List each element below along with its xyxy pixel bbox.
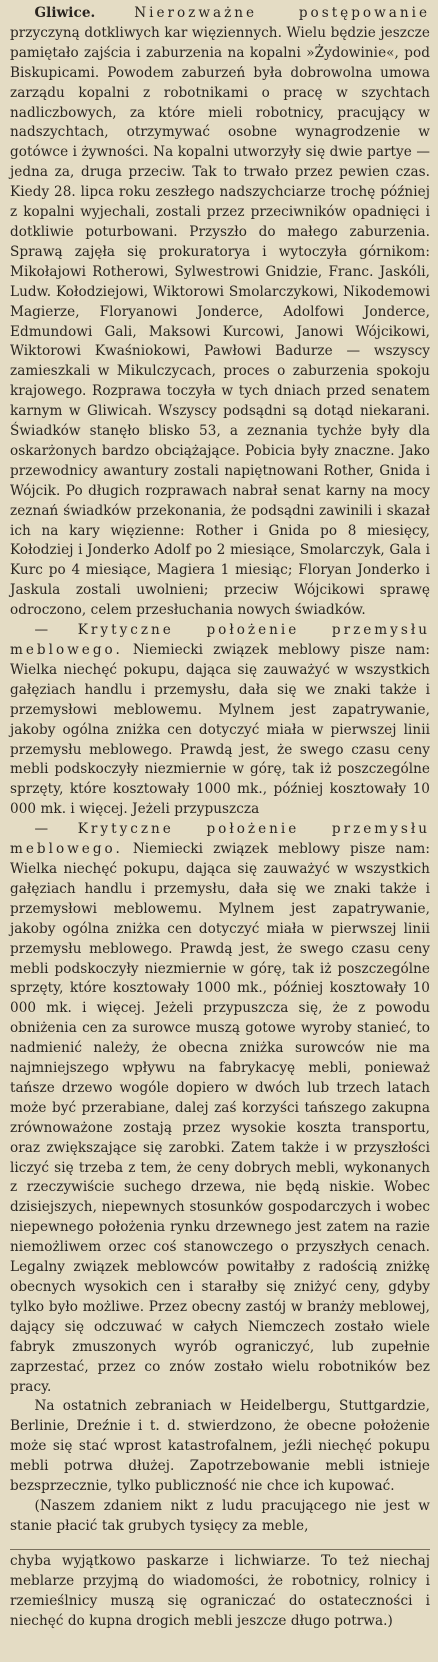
article-gliwice-body: przyczyną dotkliwych kar więziennych. Wielu będzie jeszcze pamiętało zajścia i zaburzenia na kopalni »Żydowinie«, pod Biskupicami. Powodem zaburzeń była dobrowolna umowa zarządu kopalni z robotnikami o pracę w szychtach nadliczbowych, za które mieli robotnicy, pracujący w nadszychtach, otrzymywać osobne wynagrodzenie w gotówce i żywności. Na kopalni utworzyły się dwie partye — jedna za, druga przeciw. Tak to trwało przez pewien czas. Kiedy 28. lipca roku zeszłego nadszychciarze trochę później z kopalni wyjechali, zostali przez przeciwników opadnięci i dotkliwie poturbowani. Przyszło do małego zaburzenia. Sprawą zajęła się prokuratorya i wytoczyła górnikom: Mikołajowi Rotherowi, Sylwestrowi Gnidzie, Franc. Jaskóli, Ludw. Kołodziejowi, Wiktorowi Smolarczykowi, Nikodemowi Magierze, Floryanowi Jonderce, Adolfowi Jonderce, Edmundowi Gali, Maksowi Kurcowi, Janowi Wójcikowi, Wiktorowi Kwaśniokowi, Pawłowi Badurze — wszyscy zamieszkali w Mikulczycach, proces o zaburzenia spokoju krajowego. Rozprawa toczyła w tych dniach przed senatem karnym w Gliwicah. Wszyscy podsądni są dotąd niekarani. Świadków stanęło blisko 53, a zeznania tychże były dla oskarżonych bardzo obciążające. Pobicia były znaczne. Jako przewodnicy awantury zostali napiętnowani Rother, Gnida i Wójcik. Po długich rozprawach nabrał senat karny na mocy zeznań świadków przekonania, że podsądni zawinili i skazał ich na kary więzienne: Rother i Gnida po 8 miesięcy, Kołodziej i Jonderko Adolf po 2 miesiące, Smolarczyk, Gala i Kurc po 4 miesiące, Magiera 1 miesiąc; Floryan Jonderko i Jaskula zostali uwolnieni; przeciw Wójcikowi sprawę odroczono, celem przesłuchania nowych świadków. (10, 24, 430, 619)
article-furniture-paragraph-3: (Naszem zdaniem nikt z ludu pracującego nie jest w stanie płacić tak grubych tysięcy za meble, (10, 1497, 430, 1534)
article-gliwice-heading: Nierozważne postępowanie (134, 5, 430, 21)
column-divider-rule (10, 1549, 430, 1550)
article-furniture-lead: — (34, 821, 78, 838)
article-furniture (10, 820, 430, 1397)
article-furniture-duplicate-body: Niemiecki związek meblowy pisze nam: Wielka niechęć pokupu, dająca się zauważyć w wszystkich gałęziach handlu i przemysłu, dała się we znaki także i przemysłowi meblowemu. Mylnem jest zapatrywanie, jakoby ogólna zniżka cen dotyczyć miała w pierwszej linii przemysłu meblowego. Prawdą jest, że swego czasu ceny mebli podskoczyły niezmiernie w górę, tak iż poszczególne sprzęty, które kosztowały 1000 mk., później kosztowały 10 000 mk. i więcej. Jeżeli przypuszcza (10, 642, 430, 818)
news-column (10, 4, 430, 1631)
article-furniture-paragraph-2: Na ostatnich zebraniach w Heidelbergu, Stuttgardzie, Berlinie, Dreźnie i t. d. stwierdzono, że obecne położenie może się stać wprost katastrofalnem, jeźli niechęć pokupu mebli potrwa dłużej. Zapotrzebowanie mebli istnieje bezsprzecznie, tylko publiczność nie chce ich kupować. (10, 1398, 430, 1495)
article-furniture-duplicate-lead: — (34, 622, 78, 639)
article-furniture-heading: Krytyczne położenie przemysłu meblowego. (10, 821, 431, 858)
article-furniture-paragraph-4: chyba wyjątkowo paskarze i lichwiarze. To też niechaj meblarze przyjmą do wiadomości, że robotnicy, rolnicy i rzemieślnicy muszą się ograniczać do ostateczności i niechęć do kupna drogich mebli jeszcze długo potrwa.) (10, 1552, 430, 1629)
article-gliwice (10, 4, 430, 621)
dateline-gliwice: Gliwice. (34, 5, 96, 21)
article-furniture-duplicate (10, 621, 430, 820)
article-furniture-duplicate-heading: Krytyczne położenie przemysłu meblowego. (10, 622, 431, 658)
article-furniture-body: Niemiecki związek meblowy pisze nam: Wielka niechęć pokupu, dająca się zauważyć w wszystkich gałęziach handlu i przemysłu, dała się we znaki także i przemysłowi meblowemu. Mylnem jest zapatrywanie, jakoby ogólna zniżka cen dotyczyć miała w pierwszej linii przemysłu meblowego. Prawdą jest, że swego czasu ceny mebli podskoczyły niezmiernie w górę, tak iż poszczególne sprzęty, które kosztowały 1000 mk., później kosztowały 10 000 mk. i więcej. Jeżeli przypuszcza się, że z powodu obniżenia cen za surowce muszą gotowe wyroby stanieć, to nadmienić należy, że obecna zniżka surowców nie ma najmniejszego wpływu na fabrykacyę mebli, ponieważ tańsze drzewo wogóle dopiero w dwóch lub trzech latach może być przerabiane, dalej zaś korzyści tańszego zakupna zrównoważone zostają przez wysokie koszta transportu, oraz zwiększające się zarobki. Zatem także i w przyszłości liczyć się trzeba z tem, że ceny dobrych mebli, wykonanych z rzeczywiście suchego drzewa, nie będą niskie. Wobec dzisiejszych, niepewnych stosunków gospodarczych i wobec niepewnego położenia rynku drzewnego jest zatem na razie niemożliwem orzec coś stanowczego o przyszłych cenach. Legalny związek meblowców powitałby z radością zniżkę obecnych wysokich cen i starałby się zniżyć ceny, gdyby tylko było możliwe. Przez obecny zastój w branży meblowej, dający się odczuwać w całych Niemczech zostało wiele fabryk zmuszonych wyrób ograniczyć, lub zupełnie zaprzestać, przez co znów zostało wielu robotników bez pracy. (10, 841, 430, 1395)
